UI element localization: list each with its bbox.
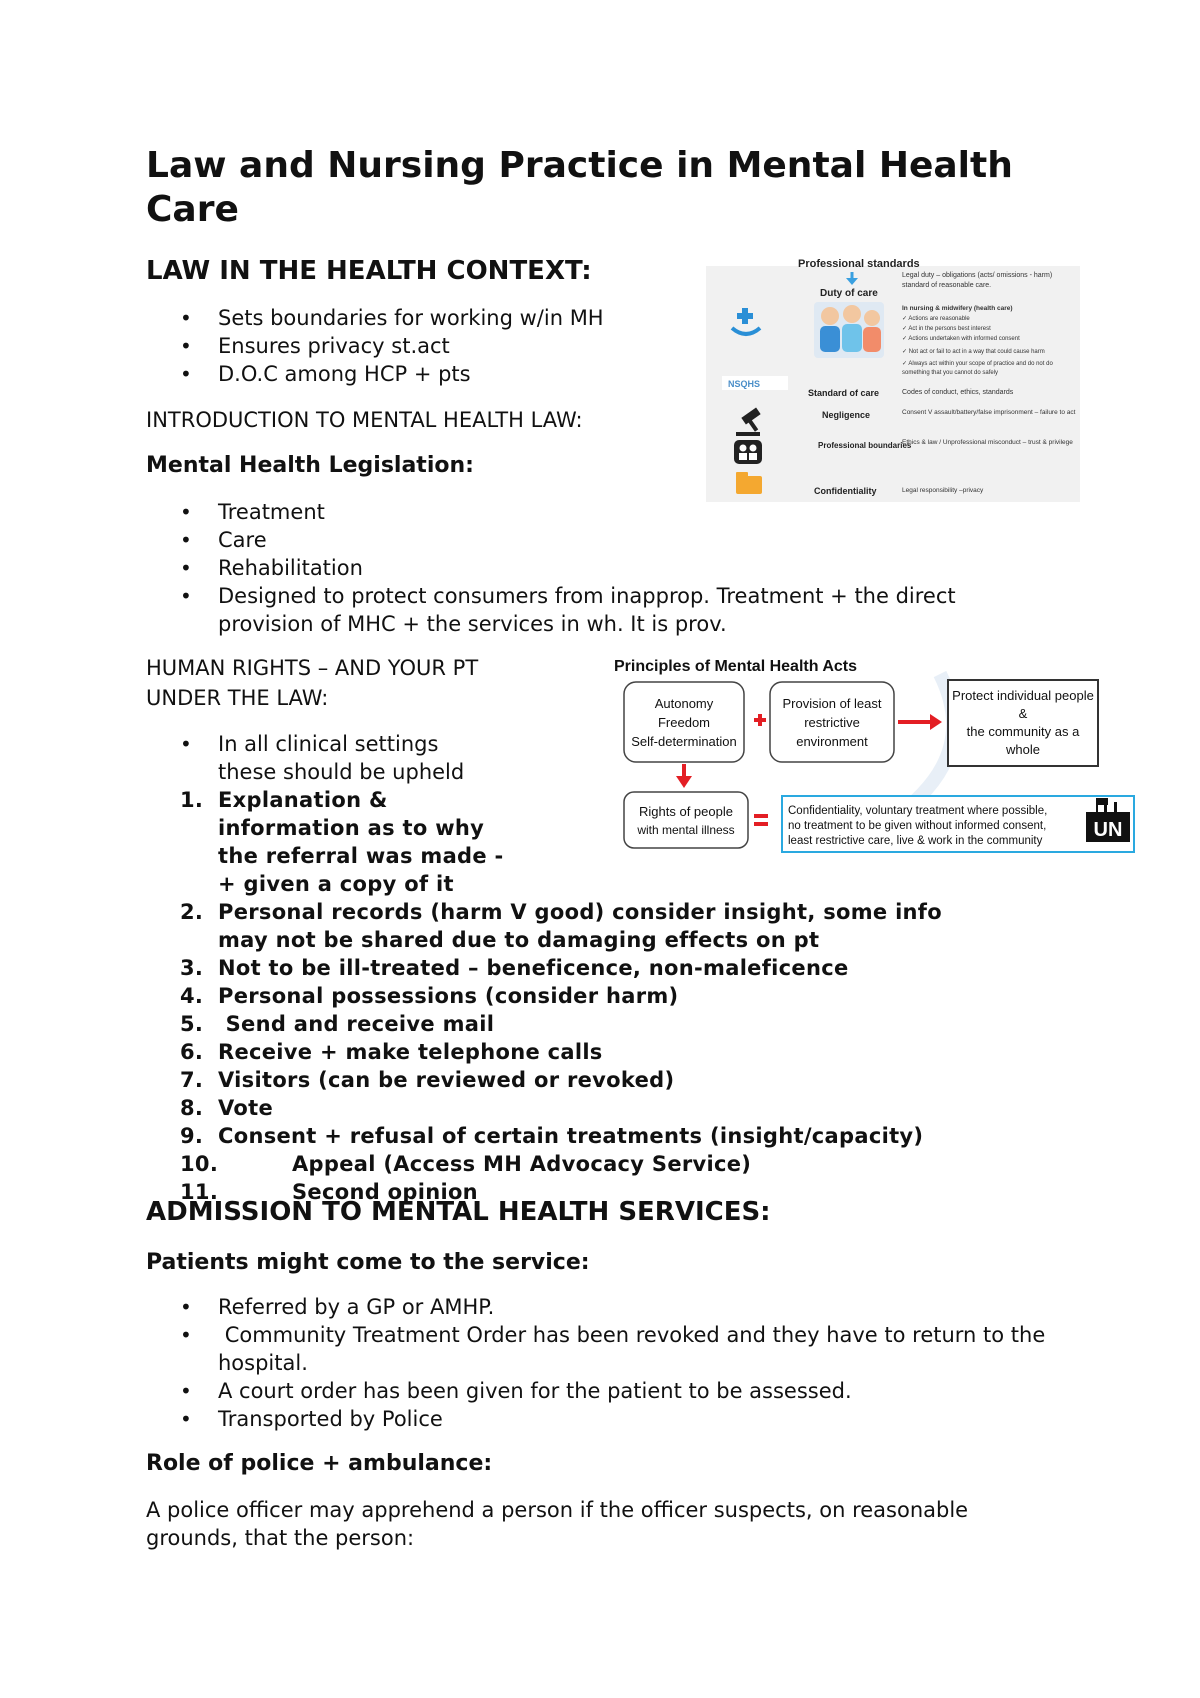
check-item: ✓ Act in the persons best interest <box>902 326 991 332</box>
rights-box <box>624 792 748 848</box>
list-item: • Care <box>146 526 1046 554</box>
check-item: ✓ Actions undertaken with informed consent <box>902 336 1020 342</box>
legislation-heading: Mental Health Legislation: <box>146 453 474 478</box>
standards-title: Professional standards <box>798 258 920 270</box>
principles-title: Principles of Mental Health Acts <box>614 658 858 675</box>
check-item: ✓ Always act within your scope of practice and do not do <box>902 361 1053 367</box>
rights-item: 11. Second opinion <box>180 1180 478 1204</box>
box-text: whole <box>1006 742 1040 757</box>
rights-item: 4. Personal possessions (consider harm) <box>180 984 679 1008</box>
list-item: • Referred by a GP or AMHP. <box>146 1293 1046 1321</box>
list-item: • Community Treatment Order has been revoked and they have to return to the hospital. <box>146 1321 1046 1377</box>
row-label: Professional boundaries <box>818 441 912 450</box>
admission-list <box>146 1293 1052 1433</box>
check-item: something that you cannot do safely <box>902 370 999 376</box>
people-boundary-icon <box>734 440 762 464</box>
list-item: • D.O.C among HCP + pts <box>146 360 666 388</box>
legislation-list <box>146 498 1046 638</box>
principles-diagram <box>610 654 1136 854</box>
human-rights-bullet <box>146 730 476 786</box>
row-desc: Consent V assault/battery/false imprisonment – failure to act <box>902 409 1076 416</box>
legal-duty-text: Legal duty – obligations (acts/ omissions - harm) <box>902 272 1053 279</box>
box-text: with mental illness <box>637 823 735 837</box>
box-text: Protect individual people <box>952 688 1094 703</box>
row-label: Confidentiality <box>814 486 877 496</box>
rights-item: 8. Vote <box>180 1096 274 1120</box>
check-item: ✓ Actions are reasonable <box>902 316 970 322</box>
svg-text:UN: UN <box>1093 819 1123 841</box>
human-rights-heading-line1: HUMAN RIGHTS – AND YOUR PT <box>146 656 479 680</box>
box-text: environment <box>796 734 868 749</box>
row-desc: Legal responsibility –privacy <box>902 487 984 494</box>
rights-item: 9. Consent + refusal of certain treatments (insight/capacity) <box>180 1124 924 1148</box>
professional-standards-figure <box>706 254 1080 502</box>
plus-icon <box>754 714 766 726</box>
rights-item: 1. Explanation & information as to why the referral was made - + given a copy of it <box>180 788 504 896</box>
nurses-illustration <box>814 302 884 358</box>
row-label: Standard of care <box>808 388 880 398</box>
duty-of-care-label: Duty of care <box>820 288 878 299</box>
list-item: • Rehabilitation <box>146 554 1046 582</box>
rights-item: 3. Not to be ill-treated – beneficence, non-maleficence <box>180 956 849 980</box>
box-text: least restrictive care, live & work in the community <box>788 835 1043 847</box>
professional-standards-diagram <box>706 254 1080 502</box>
arrow-down-icon <box>676 764 692 788</box>
box-text: the community as a <box>966 724 1080 739</box>
admission-heading: ADMISSION TO MENTAL HEALTH SERVICES: <box>146 1197 771 1227</box>
reasonable-care-text: standard of reasonable care. <box>902 282 992 289</box>
law-context-heading: LAW IN THE HEALTH CONTEXT: <box>146 256 592 286</box>
rights-item: 7. Visitors (can be reviewed or revoked) <box>180 1068 675 1092</box>
law-context-list <box>146 304 666 388</box>
principles-figure <box>610 654 1136 854</box>
document-title: Law and Nursing Practice in Mental Health Care <box>146 145 1013 230</box>
nursing-header-text: In nursing & midwifery (health care) <box>902 305 1013 312</box>
box-text: Self-determination <box>631 734 737 749</box>
svg-text:NSQHS: NSQHS <box>728 379 761 389</box>
list-item: • Ensures privacy st.act <box>146 332 666 360</box>
list-item: • Designed to protect consumers from inapprop. Treatment + the direct provision of MHC + the services in wh. It is prov. <box>146 582 1046 638</box>
box-text: Confidentiality, voluntary treatment where possible, <box>788 805 1048 817</box>
rights-item: 5. Send and receive mail <box>180 1012 495 1036</box>
human-rights-heading-line2: UNDER THE LAW: <box>146 686 329 710</box>
intro-heading: INTRODUCTION TO MENTAL HEALTH LAW: <box>146 408 583 432</box>
box-text: & <box>1018 706 1028 721</box>
equals-icon <box>754 814 768 826</box>
admission-subheading: Patients might come to the service: <box>146 1250 590 1275</box>
check-item: ✓ Not act or fail to act in a way that could cause harm <box>902 349 1045 355</box>
row-desc: Codes of conduct, ethics, standards <box>902 389 1014 396</box>
box-text: restrictive <box>804 715 860 730</box>
box-text: no treatment to be given without informed consent, <box>788 820 1047 832</box>
list-item: • Sets boundaries for working w/in MH <box>146 304 666 332</box>
rights-item: 10. Appeal (Access MH Advocacy Service) <box>180 1152 752 1176</box>
box-text: Rights of people <box>639 804 733 819</box>
row-label: Negligence <box>822 410 871 420</box>
rights-item: 6. Receive + make telephone calls <box>180 1040 603 1064</box>
list-item: • A court order has been given for the patient to be assessed. <box>146 1377 1046 1405</box>
arrow-right-icon <box>898 714 942 730</box>
box-text: Autonomy <box>654 696 714 711</box>
box-text: Provision of least <box>782 696 882 711</box>
rights-item: 2. Personal records (harm V good) consider insight, some info may not be shared due to damaging effects on pt <box>180 900 942 952</box>
police-heading: Role of police + ambulance: <box>146 1451 493 1476</box>
list-item: • In all clinical settings these should be upheld <box>146 730 476 786</box>
box-text: Freedom <box>657 715 711 730</box>
list-item: • Transported by Police <box>146 1405 1046 1433</box>
nsqhs-logo-icon <box>722 376 788 390</box>
list-item: • Treatment <box>146 498 1046 526</box>
police-text: A police officer may apprehend a person if the officer suspects, on reasonable grounds, that the person: <box>146 1498 969 1550</box>
row-desc: Ethics & law / Unprofessional misconduct – trust & privilege <box>902 439 1073 446</box>
